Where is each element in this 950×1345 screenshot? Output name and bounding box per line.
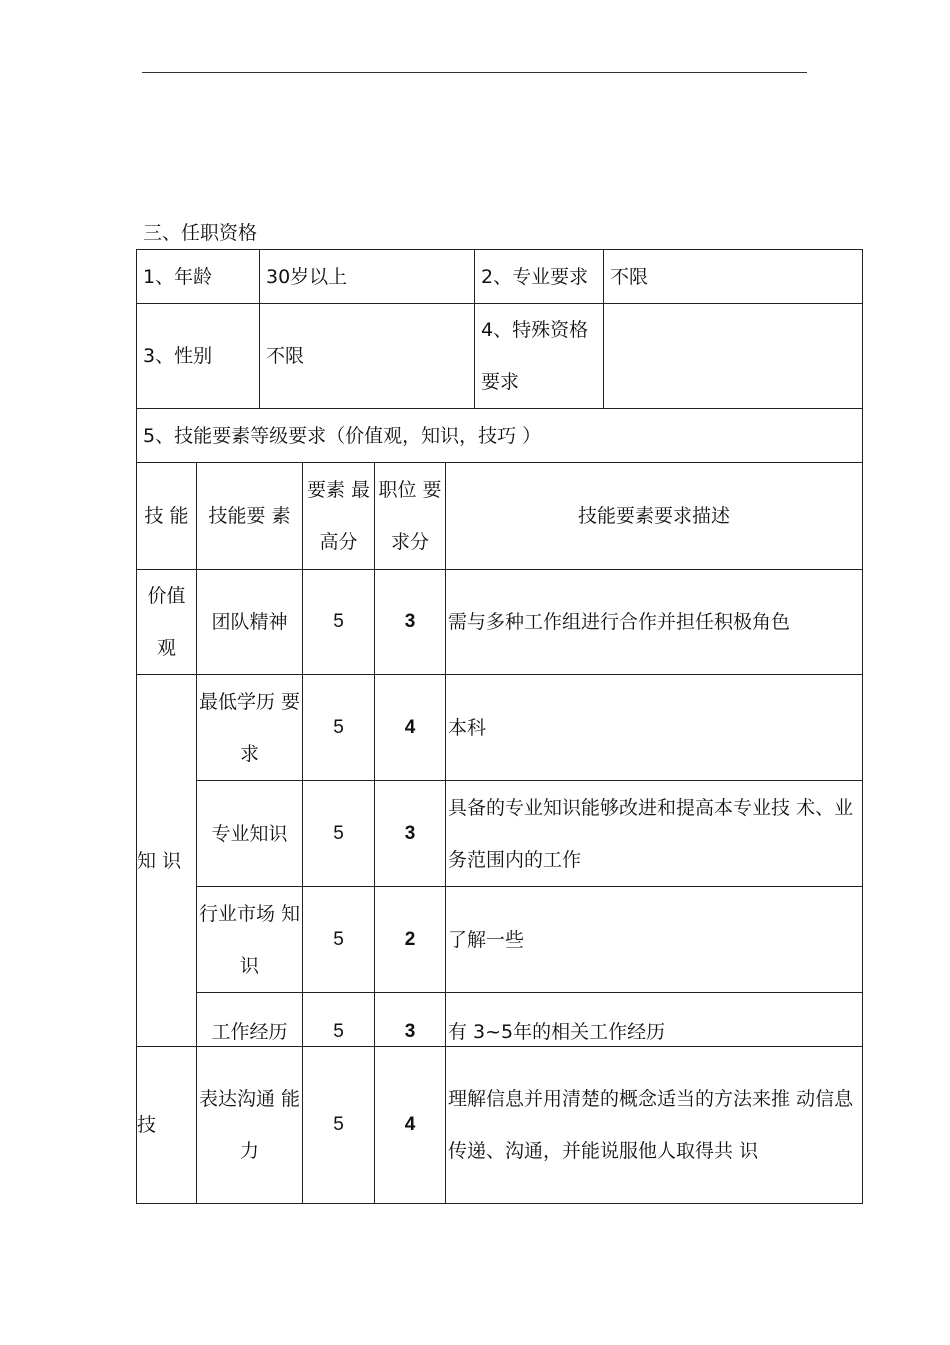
gender-label: 3、性别 (143, 345, 213, 367)
header-rule (142, 72, 807, 73)
header-desc: 技能要素要求描述 (577, 505, 730, 527)
table-row-req-cell (374, 780, 446, 887)
table-row-desc-cell (445, 674, 863, 781)
table-row-element-cell (196, 674, 303, 781)
table-row-element-cell (196, 886, 303, 993)
table-row-req-cell (374, 674, 446, 781)
header-max-cell (302, 462, 375, 570)
table-row-max-cell (302, 569, 375, 675)
element-name-line2: 能力 (239, 1088, 301, 1162)
table-row-desc-cell (445, 569, 863, 675)
category-knowledge-cell (136, 674, 197, 1047)
age-label-cell (136, 249, 260, 304)
required-score: 3 (404, 822, 416, 844)
table-row-max-cell (302, 674, 375, 781)
major-value-cell (603, 249, 863, 304)
description: 有 3~5年的相关工作经历 (448, 1020, 666, 1043)
header-req-cell (374, 462, 446, 570)
header-req-line1: 职位 (378, 479, 417, 501)
max-score: 5 (333, 611, 344, 632)
age-value-cell (259, 249, 475, 304)
table-row-element-cell (196, 569, 303, 675)
section-title: 三、任职资格 (143, 222, 258, 244)
description-line2: 动信息传递、沟通，并能说服他人取得共 (448, 1088, 854, 1162)
special-value-cell (603, 303, 863, 409)
element-name: 团队精神 (211, 611, 288, 633)
header-element-line1: 技能要 (208, 505, 266, 527)
header-req-line2: 要求分 (390, 479, 442, 553)
max-score: 5 (333, 1114, 344, 1135)
table-row-desc-cell (445, 992, 863, 1047)
element-name: 工作经历 (211, 1020, 288, 1043)
header-skill-line2: 能 (169, 505, 189, 527)
table-row-element-cell (196, 992, 303, 1047)
header-max-line2: 最高分 (319, 479, 371, 553)
description-line1: 具备的专业知识能够改进和提高本专业技 (448, 796, 791, 819)
max-score: 5 (333, 1020, 344, 1042)
description-line3: 识 (739, 1140, 759, 1162)
max-score: 5 (333, 822, 344, 844)
max-score: 5 (333, 928, 344, 950)
major-value: 不限 (610, 265, 649, 288)
table-row-max-cell (302, 1046, 375, 1204)
table-row-desc-cell (445, 1046, 863, 1204)
table-row-element-cell (196, 1046, 303, 1204)
gender-value-cell (259, 303, 475, 409)
header-skill-line1: 技 (144, 505, 164, 527)
table-row-req-cell (374, 1046, 446, 1204)
required-score: 4 (404, 716, 416, 738)
element-name-line2: 要求 (239, 690, 301, 765)
table-row-req-cell (374, 569, 446, 675)
age-label: 1、年龄 (143, 265, 213, 288)
description-line2: 术、业务范围内的工作 (448, 796, 854, 871)
element-name-line2: 知识 (239, 902, 301, 977)
gender-label-cell (136, 303, 260, 409)
major-label-cell (474, 249, 604, 304)
element-name-line1: 表达沟通 (198, 1088, 275, 1110)
required-score: 2 (404, 928, 416, 950)
header-element-cell (196, 462, 303, 570)
special-label-line1: 4、特殊资格 (481, 319, 589, 341)
age-value: 30岁以上 (266, 265, 348, 288)
table-row-max-cell (302, 780, 375, 887)
table-row-element-cell (196, 780, 303, 887)
category-knowledge-line2: 识 (162, 849, 182, 872)
description: 本科 (448, 716, 487, 739)
description: 了解一些 (448, 928, 525, 951)
skills-heading-cell (136, 408, 863, 463)
element-name-line1: 最低学历 (198, 690, 275, 713)
category-knowledge-line1: 知 (137, 849, 157, 872)
table-row-max-cell (302, 886, 375, 993)
required-score: 4 (404, 1114, 416, 1135)
category-values-cell (136, 569, 197, 675)
header-skill-cell (136, 462, 197, 570)
max-score: 5 (333, 716, 344, 738)
major-label: 2、专业要求 (481, 265, 589, 288)
header-max-line1: 要素 (306, 479, 345, 501)
element-name: 专业知识 (211, 822, 288, 845)
table-row-req-cell (374, 886, 446, 993)
description: 需与多种工作组进行合作并担任积极角色 (448, 611, 791, 633)
table-row-max-cell (302, 992, 375, 1047)
special-label-cell (474, 303, 604, 409)
skills-heading: 5、技能要素等级要求（价值观，知识，技巧 ） (143, 424, 542, 447)
table-row-req-cell (374, 992, 446, 1047)
required-score: 3 (404, 1020, 416, 1042)
category-skill: 技 (137, 1114, 157, 1136)
required-score: 3 (404, 611, 416, 632)
header-element-line2: 素 (271, 505, 291, 527)
element-name-line1: 行业市场 (198, 902, 275, 925)
category-skill-cell (136, 1046, 197, 1204)
table-row-desc-cell (445, 780, 863, 887)
description-line1: 理解信息并用清楚的概念适当的方法来推 (448, 1088, 791, 1110)
category-values-line1: 价值 (147, 585, 186, 607)
gender-value: 不限 (266, 345, 305, 367)
table-row-desc-cell (445, 886, 863, 993)
header-desc-cell (445, 462, 863, 570)
special-label-line2: 要求 (481, 371, 520, 393)
category-values-line2: 观 (156, 637, 176, 659)
